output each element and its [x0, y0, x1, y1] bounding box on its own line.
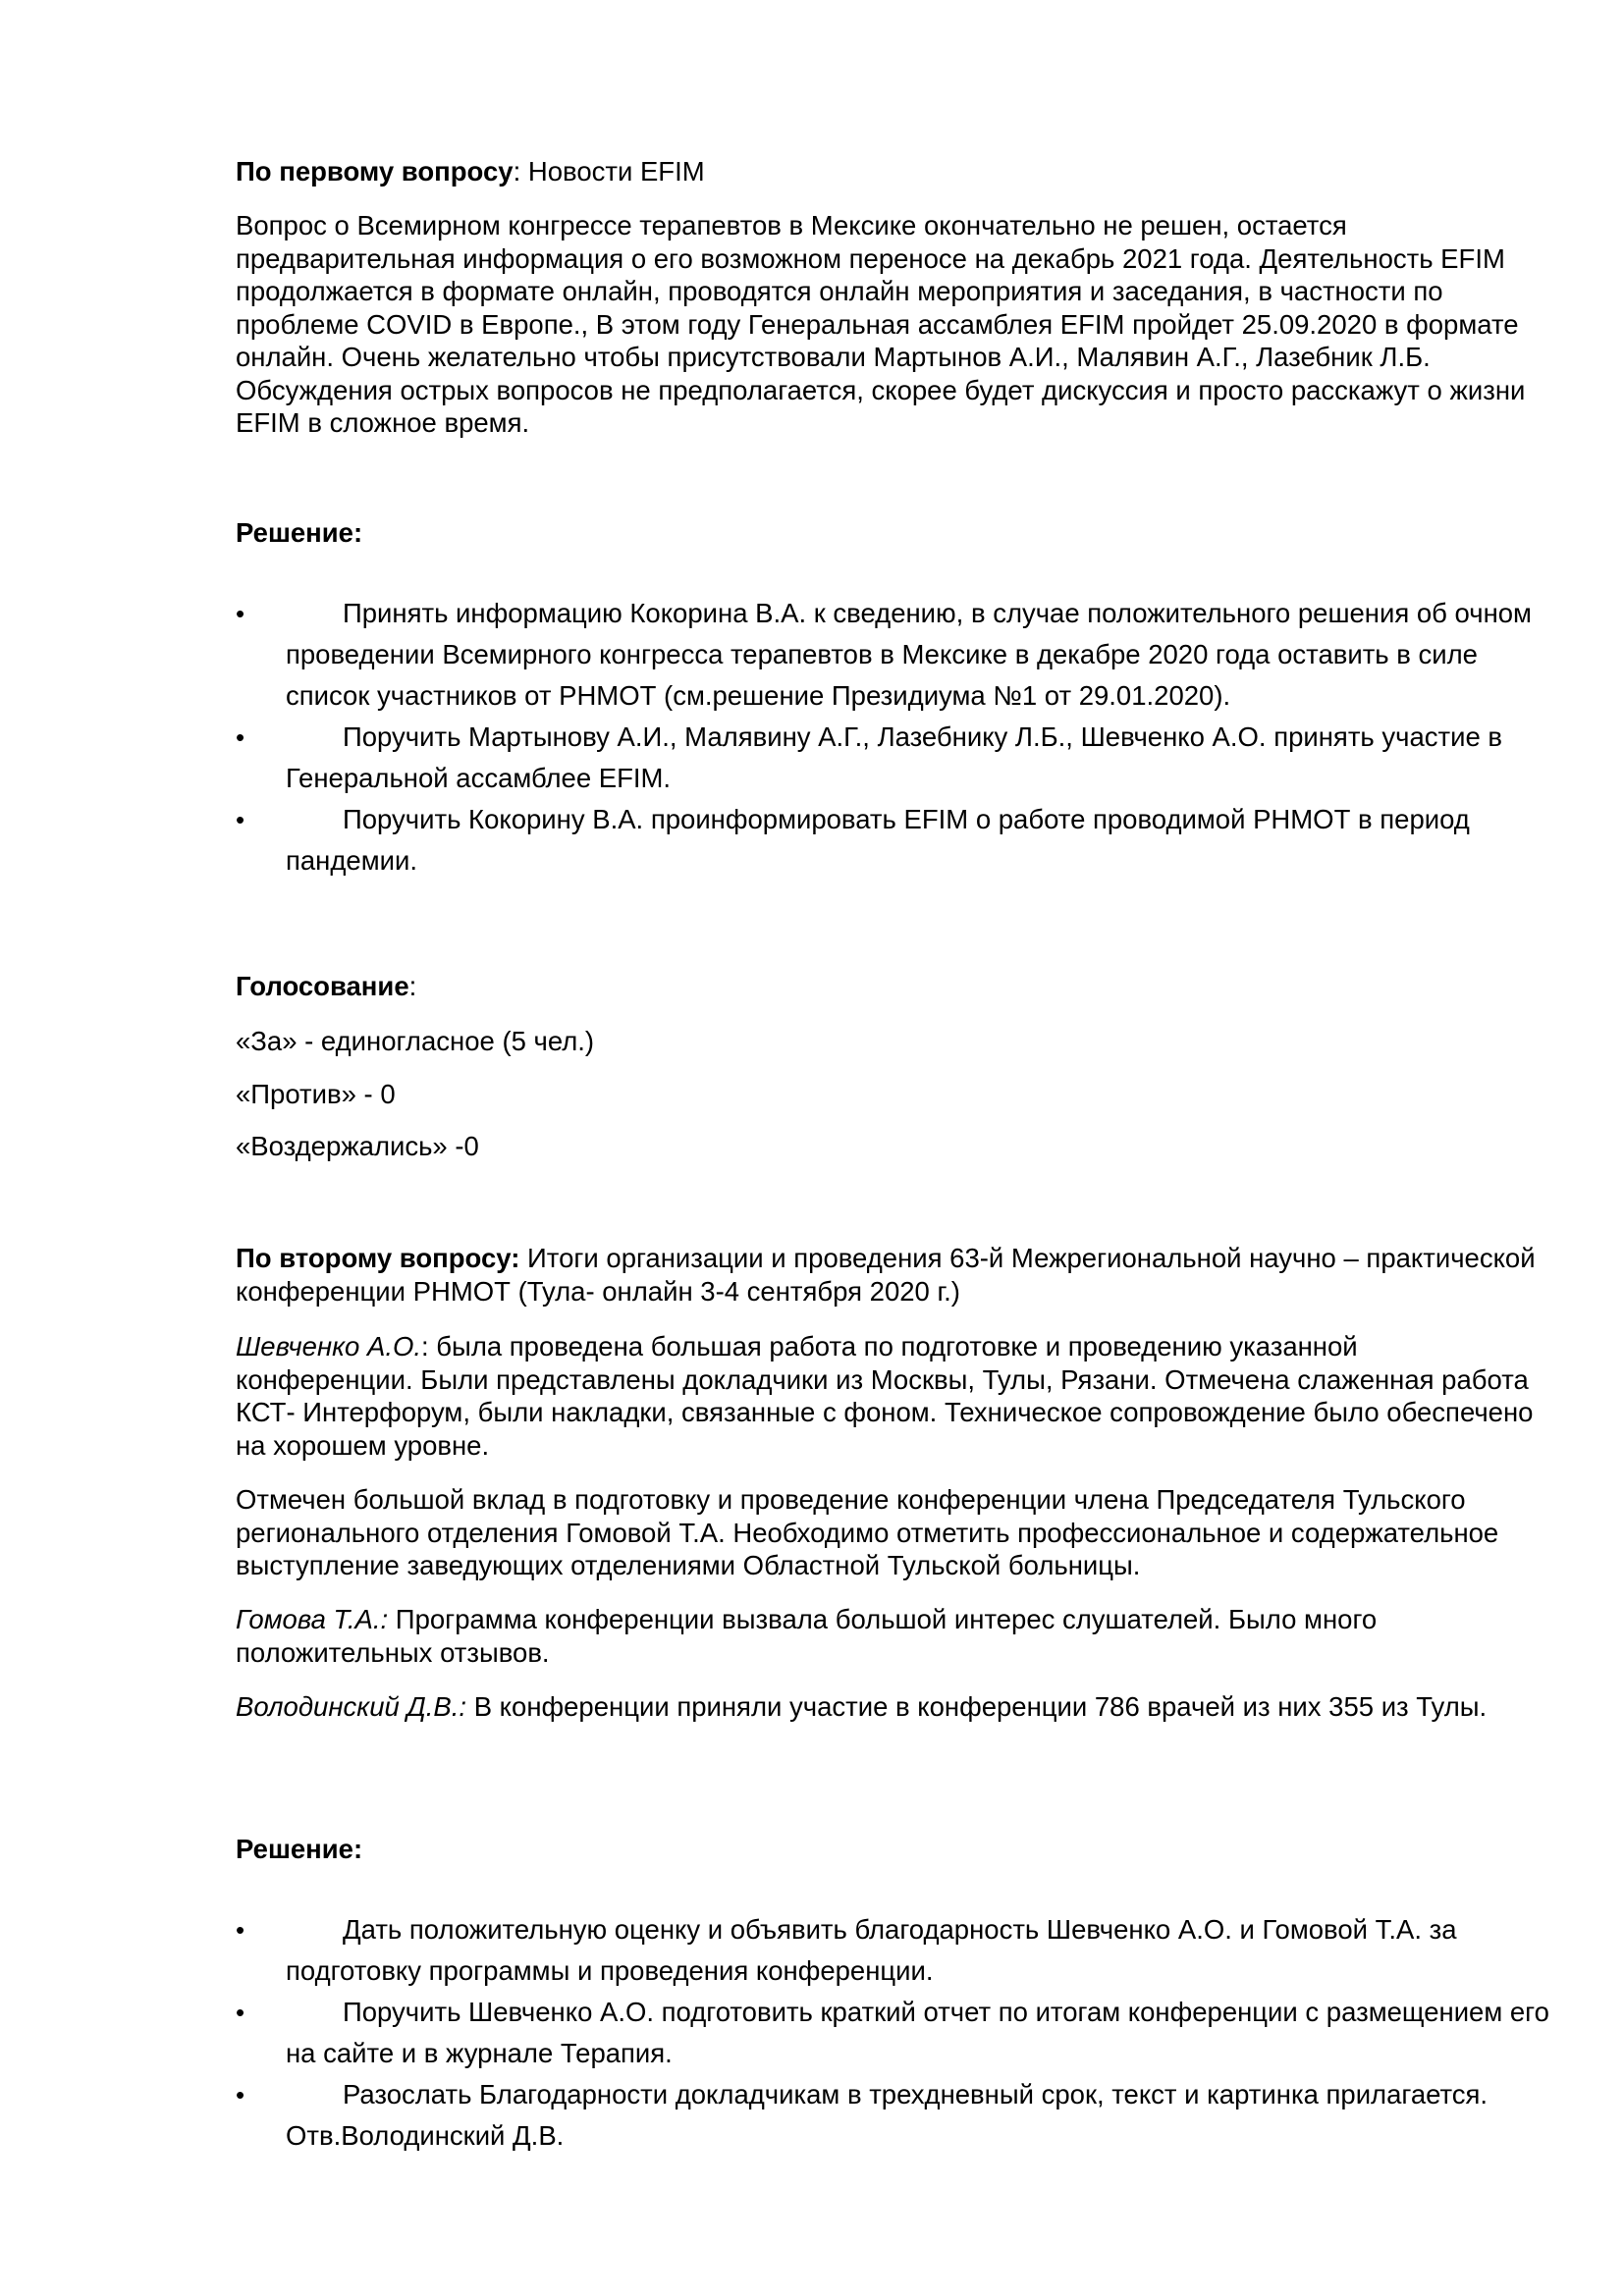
question-2-para-1: Шевченко А.О.: была проведена большая работа по подготовке и проведению указанной конференции. Были представлены докладчики из Москвы, Тулы, Рязани. Отмечена слаженная работа КСТ- Интерфорум, были накладки, связанные с фоном. Техническое сопровождение было обеспечено на хорошем уровне.	[236, 1331, 1534, 1461]
bullet-icon: •	[236, 805, 245, 834]
question-2-title: Итоги организации и проведения 63-й Межрегиональной научно – практической конференции РНМОТ (Тула- онлайн 3-4 сентября 2020 г.)	[236, 1243, 1536, 1307]
vote-for: «За» - единогласное (5 чел.)	[236, 1026, 595, 1056]
vote-results	[236, 1025, 1542, 1183]
bullet-icon: •	[236, 2080, 245, 2109]
decision-2-item: • Дать положительную оценку и объявить благодарность Шевченко А.О. и Гомовой Т.А. за подготовку программы и проведения конференции.	[236, 1909, 1551, 1992]
bullet-icon: •	[236, 722, 245, 752]
decision-1-list	[236, 593, 1551, 881]
decision-2-list	[236, 1909, 1551, 2157]
vote-abstain: «Воздержались» -0	[236, 1131, 479, 1161]
decision-1-item: • Поручить Мартынову А.И., Малявину А.Г., Лазебнику Л.Б., Шевченко А.О. принять участие в Генеральной ассамблее EFIM.	[236, 717, 1551, 799]
speaker-name: Гомова Т.А.:	[236, 1604, 389, 1634]
decision-1-heading	[236, 516, 1542, 550]
question-2-para-3: Гомова Т.А.: Программа конференции вызвала большой интерес слушателей. Было много положительных отзывов.	[236, 1604, 1378, 1668]
decision-2-item: • Поручить Шевченко А.О. подготовить краткий отчет по итогам конференции с размещением его на сайте и в журнале Терапия.	[236, 1992, 1551, 2074]
question-2-para-4: Володинский Д.В.: В конференции приняли участие в конференции 786 врачей из них 355 из Тулы.	[236, 1691, 1488, 1722]
speaker-name: Володинский Д.В.:	[236, 1691, 467, 1722]
question-2-heading	[236, 1242, 1542, 1308]
decision-1-item: • Принять информацию Кокорина В.А. к сведению, в случае положительного решения об очном проведении Всемирного конгресса терапевтов в Мексике в декабре 2020 года оставить в силе список участников от РНМОТ (см.решение Президиума №1 от 29.01.2020).	[236, 593, 1551, 717]
question-1-paragraph: Вопрос о Всемирном конгрессе терапевтов в Мексике окончательно не решен, остается предварительная информация о его возможном переносе на декабрь 2021 года. Деятельность EFIM продолжается в формате онлайн, проводятся онлайн мероприятия и заседания, в частности по проблеме COVID в Европе., В этом году Генеральная ассамблея EFIM пройдет 25.09.2020 в формате онлайн. Очень желательно чтобы присутствовали Мартынов А.И., Малявин А.Г., Лазебник Л.Б. Обсуждения острых вопросов не предполагается, скорее будет дискуссия и просто расскажут о жизни EFIM в сложное время.	[236, 210, 1526, 438]
speaker-name: Шевченко А.О.	[236, 1331, 422, 1362]
bullet-icon: •	[236, 1998, 245, 2027]
question-1-title: : Новости EFIM	[513, 156, 705, 187]
question-1-heading	[236, 155, 1542, 188]
bullet-icon: •	[236, 1915, 245, 1945]
decision-2-label: Решение:	[236, 1834, 363, 1864]
question-1-body	[236, 209, 1542, 440]
decision-1-item: • Поручить Кокорину В.А. проинформировать EFIM о работе проводимой РНМОТ в период пандемии.	[236, 799, 1551, 881]
decision-2-heading	[236, 1833, 1542, 1866]
bullet-icon: •	[236, 599, 245, 628]
decision-2-item: • Разослать Благодарности докладчикам в трехдневный срок, текст и картинка прилагается. Отв.Володинский Д.В.	[236, 2074, 1551, 2157]
decision-1-label: Решение:	[236, 517, 363, 548]
vote-label: Голосование	[236, 971, 409, 1001]
question-1-label: По первому вопросу	[236, 156, 514, 187]
vote-heading: Голосование:	[236, 971, 417, 1001]
vote-against: «Против» - 0	[236, 1078, 396, 1109]
question-2-para-2: Отмечен большой вклад в подготовку и проведение конференции члена Председателя Тульского регионального отделения Гомовой Т.А. Необходимо отметить профессиональное и содержательное выступление заведующих отделениями Областной Тульской больницы.	[236, 1484, 1499, 1580]
question-2-label: По второму вопросу:	[236, 1243, 520, 1273]
